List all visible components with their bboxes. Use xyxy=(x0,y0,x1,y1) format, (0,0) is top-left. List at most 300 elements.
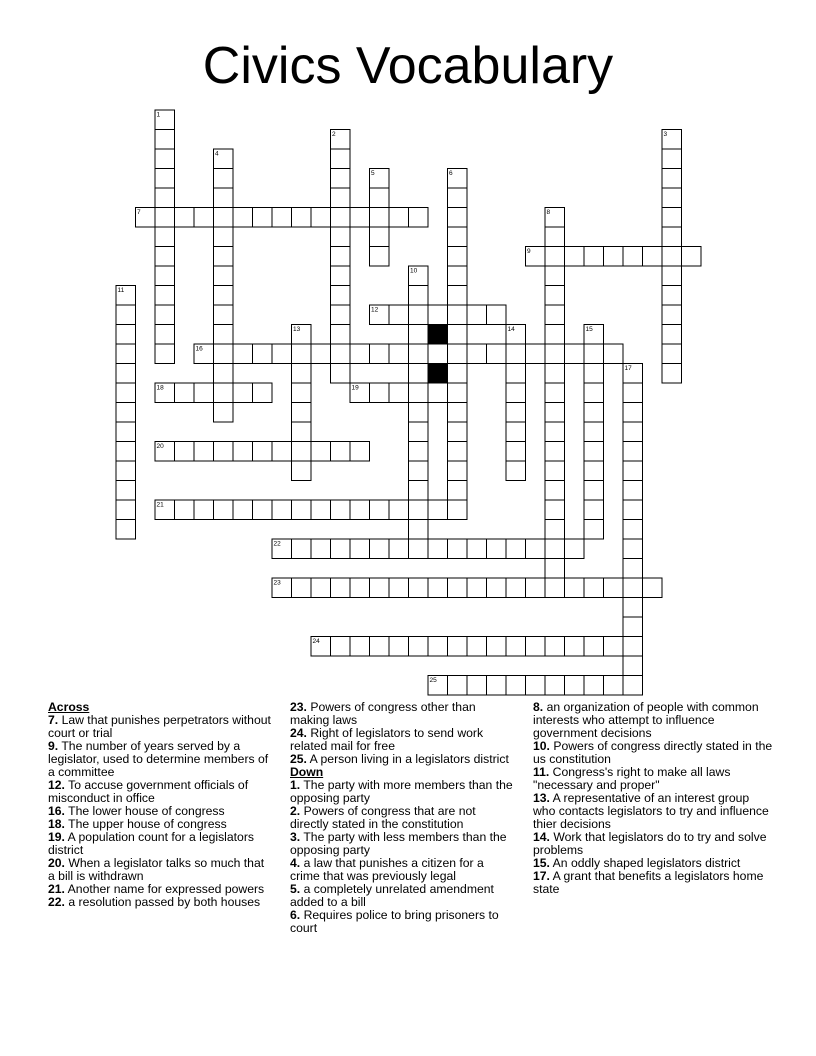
grid-cell[interactable] xyxy=(662,247,682,267)
clue-number: 8 xyxy=(546,209,551,216)
grid-cell[interactable] xyxy=(604,344,624,364)
clue-text: The party with more members than the opposing party xyxy=(290,778,513,805)
grid-cell[interactable] xyxy=(233,383,253,403)
grid-cell[interactable] xyxy=(331,149,351,169)
grid-cell[interactable] xyxy=(448,539,468,559)
grid-cell[interactable] xyxy=(623,617,643,637)
grid-cell[interactable] xyxy=(233,344,253,364)
grid-cell[interactable] xyxy=(487,676,507,696)
grid-cell[interactable] xyxy=(448,266,468,286)
clue-item xyxy=(533,766,773,792)
grid-cell[interactable] xyxy=(409,422,429,442)
clue-item xyxy=(290,779,515,805)
grid-cell[interactable] xyxy=(155,344,175,364)
grid-cell[interactable] xyxy=(662,227,682,247)
grid-cell[interactable] xyxy=(545,422,565,442)
grid-cell[interactable] xyxy=(584,520,604,540)
grid-cell[interactable] xyxy=(448,481,468,501)
grid-cell[interactable] xyxy=(370,637,390,657)
grid-cell[interactable] xyxy=(155,247,175,267)
grid-cell[interactable] xyxy=(428,383,448,403)
grid-cell[interactable] xyxy=(662,266,682,286)
grid-cell[interactable] xyxy=(565,578,585,598)
grid-cell[interactable] xyxy=(584,578,604,598)
grid-cell[interactable] xyxy=(370,227,390,247)
grid-cell[interactable] xyxy=(506,403,526,423)
grid-cell[interactable] xyxy=(331,364,351,384)
grid-cell[interactable] xyxy=(506,383,526,403)
grid-cell[interactable] xyxy=(487,637,507,657)
grid-cell[interactable] xyxy=(409,344,429,364)
grid-cell[interactable] xyxy=(545,442,565,462)
grid-cell[interactable] xyxy=(214,266,234,286)
grid-cell[interactable] xyxy=(370,578,390,598)
grid-cell[interactable] xyxy=(272,500,292,520)
grid-cell[interactable] xyxy=(253,442,273,462)
grid-cell[interactable] xyxy=(292,461,312,481)
grid-cell[interactable] xyxy=(311,344,331,364)
grid-cell[interactable] xyxy=(331,169,351,189)
grid-cell[interactable] xyxy=(448,403,468,423)
grid-cell[interactable] xyxy=(389,383,409,403)
grid-cell[interactable] xyxy=(389,305,409,325)
grid-cell[interactable] xyxy=(155,305,175,325)
grid-cell[interactable] xyxy=(662,344,682,364)
grid-cell[interactable] xyxy=(604,676,624,696)
grid-cell[interactable] xyxy=(448,422,468,442)
grid-cell[interactable] xyxy=(545,286,565,306)
grid-cell[interactable] xyxy=(584,422,604,442)
grid-cell[interactable] xyxy=(116,364,136,384)
grid-cell[interactable] xyxy=(350,208,370,228)
grid-cell[interactable] xyxy=(545,461,565,481)
grid-cell[interactable] xyxy=(428,500,448,520)
grid-cell[interactable] xyxy=(194,500,214,520)
grid-cell[interactable] xyxy=(370,539,390,559)
grid-cell[interactable] xyxy=(545,364,565,384)
grid-cell[interactable] xyxy=(350,539,370,559)
grid-cell[interactable] xyxy=(506,676,526,696)
grid-cell[interactable] xyxy=(623,578,643,598)
grid-cell[interactable] xyxy=(331,344,351,364)
grid-cell[interactable] xyxy=(584,442,604,462)
grid-cell[interactable] xyxy=(253,383,273,403)
grid-cell[interactable] xyxy=(545,481,565,501)
grid-cell[interactable] xyxy=(545,578,565,598)
grid-cell[interactable] xyxy=(409,539,429,559)
grid-cell[interactable] xyxy=(116,500,136,520)
grid-cell[interactable] xyxy=(292,422,312,442)
grid-cell[interactable] xyxy=(272,344,292,364)
grid-cell[interactable] xyxy=(623,461,643,481)
grid-cell[interactable] xyxy=(331,188,351,208)
grid-cell[interactable] xyxy=(194,442,214,462)
grid-cell[interactable] xyxy=(175,383,195,403)
grid-cell[interactable] xyxy=(604,247,624,267)
grid-cell[interactable] xyxy=(214,344,234,364)
grid-cell[interactable] xyxy=(409,325,429,345)
grid-cell[interactable] xyxy=(155,325,175,345)
grid-cell[interactable] xyxy=(116,325,136,345)
grid-cell[interactable] xyxy=(331,266,351,286)
grid-cell[interactable] xyxy=(233,442,253,462)
grid-cell[interactable] xyxy=(409,305,429,325)
grid-cell[interactable] xyxy=(409,637,429,657)
grid-cell[interactable] xyxy=(311,500,331,520)
grid-cell[interactable] xyxy=(623,442,643,462)
grid-cell[interactable] xyxy=(623,383,643,403)
grid-cell[interactable] xyxy=(565,344,585,364)
grid-cell[interactable] xyxy=(623,481,643,501)
grid-cell[interactable] xyxy=(194,208,214,228)
grid-cell[interactable] xyxy=(331,305,351,325)
grid-cell[interactable] xyxy=(428,578,448,598)
grid-cell[interactable] xyxy=(506,539,526,559)
grid-cell[interactable] xyxy=(155,286,175,306)
clue-text: A representative of an interest group who contacts legislators to try and influence thier decisions xyxy=(533,791,769,831)
clue-text: a completely unrelated amendment added to a bill xyxy=(290,882,494,909)
grid-cell[interactable] xyxy=(545,344,565,364)
grid-cell[interactable] xyxy=(409,286,429,306)
black-cell xyxy=(428,325,448,345)
grid-cell[interactable] xyxy=(545,539,565,559)
grid-cell[interactable] xyxy=(116,461,136,481)
grid-cell[interactable] xyxy=(487,305,507,325)
grid-cell[interactable] xyxy=(116,481,136,501)
grid-cell[interactable] xyxy=(643,578,663,598)
grid-cell[interactable] xyxy=(604,637,624,657)
clue-text: Work that legislators do to try and solve problems xyxy=(533,830,767,857)
grid-cell[interactable] xyxy=(175,208,195,228)
grid-cell[interactable] xyxy=(428,305,448,325)
grid-cell[interactable] xyxy=(214,208,234,228)
grid-cell[interactable] xyxy=(448,637,468,657)
clue-text: The lower house of congress xyxy=(68,804,225,818)
grid-cell[interactable] xyxy=(311,442,331,462)
grid-cell[interactable] xyxy=(292,383,312,403)
grid-cell[interactable] xyxy=(506,344,526,364)
grid-cell[interactable] xyxy=(331,442,351,462)
grid-cell[interactable] xyxy=(116,422,136,442)
grid-cell[interactable] xyxy=(214,188,234,208)
grid-cell[interactable] xyxy=(643,247,663,267)
grid-cell[interactable] xyxy=(370,208,390,228)
grid-cell[interactable] xyxy=(682,247,702,267)
grid-cell[interactable] xyxy=(662,286,682,306)
grid-cell[interactable] xyxy=(409,520,429,540)
grid-cell[interactable] xyxy=(506,461,526,481)
grid-cell[interactable] xyxy=(545,325,565,345)
grid-cell[interactable] xyxy=(584,247,604,267)
grid-cell[interactable] xyxy=(409,578,429,598)
grid-cell[interactable] xyxy=(506,364,526,384)
clue-number-label: 12. xyxy=(48,778,65,792)
clue-text: The party with less members than the opposing party xyxy=(290,830,507,857)
grid-cell[interactable] xyxy=(428,344,448,364)
grid-cell[interactable] xyxy=(506,422,526,442)
grid-cell[interactable] xyxy=(155,266,175,286)
grid-cell[interactable] xyxy=(214,500,234,520)
grid-cell[interactable] xyxy=(545,676,565,696)
clue-number: 18 xyxy=(156,384,164,392)
grid-cell[interactable] xyxy=(292,208,312,228)
grid-cell[interactable] xyxy=(448,188,468,208)
grid-cell[interactable] xyxy=(506,637,526,657)
grid-cell[interactable] xyxy=(409,383,429,403)
grid-cell[interactable] xyxy=(604,578,624,598)
grid-cell[interactable] xyxy=(194,383,214,403)
grid-cell[interactable] xyxy=(487,344,507,364)
grid-cell[interactable] xyxy=(175,500,195,520)
grid-cell[interactable] xyxy=(584,403,604,423)
grid-cell[interactable] xyxy=(370,344,390,364)
grid-cell[interactable] xyxy=(623,403,643,423)
grid-cell[interactable] xyxy=(389,500,409,520)
grid-cell[interactable] xyxy=(155,208,175,228)
clue-text: The number of years served by a legislator, used to determine members of a committee xyxy=(48,739,269,779)
grid-cell[interactable] xyxy=(272,208,292,228)
grid-cell[interactable] xyxy=(565,539,585,559)
grid-cell[interactable] xyxy=(467,578,487,598)
clue-number: 24 xyxy=(312,638,320,645)
grid-cell[interactable] xyxy=(623,422,643,442)
grid-cell[interactable] xyxy=(214,247,234,267)
grid-cell[interactable] xyxy=(214,325,234,345)
grid-cell[interactable] xyxy=(584,461,604,481)
grid-cell[interactable] xyxy=(662,149,682,169)
grid-cell[interactable] xyxy=(331,539,351,559)
grid-cell[interactable] xyxy=(623,500,643,520)
clue-text: a law that punishes a citizen for a crime that was previously legal xyxy=(290,856,484,883)
grid-cell[interactable] xyxy=(623,598,643,618)
grid-cell[interactable] xyxy=(292,344,312,364)
grid-cell[interactable] xyxy=(331,247,351,267)
grid-cell[interactable] xyxy=(467,305,487,325)
grid-cell[interactable] xyxy=(214,305,234,325)
grid-cell[interactable] xyxy=(350,637,370,657)
grid-cell[interactable] xyxy=(526,578,546,598)
clue-number: 7 xyxy=(137,209,141,216)
grid-cell[interactable] xyxy=(623,520,643,540)
grid-cell[interactable] xyxy=(448,286,468,306)
grid-cell[interactable] xyxy=(116,305,136,325)
grid-cell[interactable] xyxy=(214,442,234,462)
grid-cell[interactable] xyxy=(467,637,487,657)
grid-cell[interactable] xyxy=(467,539,487,559)
grid-cell[interactable] xyxy=(233,500,253,520)
grid-cell[interactable] xyxy=(214,169,234,189)
grid-cell[interactable] xyxy=(448,305,468,325)
grid-cell[interactable] xyxy=(272,442,292,462)
grid-cell[interactable] xyxy=(409,461,429,481)
grid-cell[interactable] xyxy=(448,461,468,481)
grid-cell[interactable] xyxy=(448,578,468,598)
grid-cell[interactable] xyxy=(389,637,409,657)
grid-cell[interactable] xyxy=(409,208,429,228)
grid-cell[interactable] xyxy=(155,188,175,208)
grid-cell[interactable] xyxy=(565,637,585,657)
grid-cell[interactable] xyxy=(253,500,273,520)
grid-cell[interactable] xyxy=(448,676,468,696)
clue-number: 12 xyxy=(371,306,379,314)
grid-cell[interactable] xyxy=(487,578,507,598)
grid-cell[interactable] xyxy=(175,442,195,462)
grid-cell[interactable] xyxy=(545,637,565,657)
grid-cell[interactable] xyxy=(350,578,370,598)
grid-cell[interactable] xyxy=(253,344,273,364)
grid-cell[interactable] xyxy=(545,247,565,267)
grid-cell[interactable] xyxy=(584,500,604,520)
grid-cell[interactable] xyxy=(214,383,234,403)
grid-cell[interactable] xyxy=(311,539,331,559)
grid-cell[interactable] xyxy=(155,169,175,189)
grid-cell[interactable] xyxy=(350,344,370,364)
grid-cell[interactable] xyxy=(448,208,468,228)
clue-text: To accuse government officials of misconduct in office xyxy=(48,778,249,805)
grid-cell[interactable] xyxy=(292,364,312,384)
grid-cell[interactable] xyxy=(623,539,643,559)
grid-cell[interactable] xyxy=(545,500,565,520)
grid-cell[interactable] xyxy=(467,344,487,364)
grid-cell[interactable] xyxy=(545,520,565,540)
grid-cell[interactable] xyxy=(565,247,585,267)
grid-cell[interactable] xyxy=(545,227,565,247)
grid-cell[interactable] xyxy=(155,227,175,247)
grid-cell[interactable] xyxy=(409,403,429,423)
clue-item xyxy=(48,896,273,909)
grid-cell[interactable] xyxy=(448,344,468,364)
grid-cell[interactable] xyxy=(448,500,468,520)
grid-cell[interactable] xyxy=(155,149,175,169)
grid-cell[interactable] xyxy=(448,383,468,403)
grid-cell[interactable] xyxy=(292,539,312,559)
clue-number: 21 xyxy=(156,501,164,509)
grid-cell[interactable] xyxy=(584,383,604,403)
clue-text: Congress's right to make all laws "necessary and proper" xyxy=(533,765,731,792)
grid-cell[interactable] xyxy=(389,578,409,598)
grid-cell[interactable] xyxy=(662,325,682,345)
grid-cell[interactable] xyxy=(370,247,390,267)
grid-cell[interactable] xyxy=(253,208,273,228)
grid-cell[interactable] xyxy=(350,442,370,462)
grid-cell[interactable] xyxy=(623,637,643,657)
grid-cell[interactable] xyxy=(116,403,136,423)
grid-cell[interactable] xyxy=(331,325,351,345)
grid-cell[interactable] xyxy=(487,539,507,559)
grid-cell[interactable] xyxy=(292,578,312,598)
grid-cell[interactable] xyxy=(545,266,565,286)
grid-cell[interactable] xyxy=(428,539,448,559)
grid-cell[interactable] xyxy=(623,559,643,579)
grid-cell[interactable] xyxy=(448,247,468,267)
grid-cell[interactable] xyxy=(331,578,351,598)
grid-cell[interactable] xyxy=(526,539,546,559)
grid-cell[interactable] xyxy=(448,364,468,384)
grid-cell[interactable] xyxy=(662,169,682,189)
grid-cell[interactable] xyxy=(214,227,234,247)
grid-cell[interactable] xyxy=(389,208,409,228)
grid-cell[interactable] xyxy=(662,364,682,384)
grid-cell[interactable] xyxy=(662,208,682,228)
grid-cell[interactable] xyxy=(584,364,604,384)
grid-cell[interactable] xyxy=(623,676,643,696)
grid-cell[interactable] xyxy=(331,637,351,657)
clue-number: 9 xyxy=(527,248,531,255)
grid-cell[interactable] xyxy=(350,500,370,520)
grid-cell[interactable] xyxy=(506,442,526,462)
grid-cell[interactable] xyxy=(389,539,409,559)
grid-cell[interactable] xyxy=(623,656,643,676)
grid-cell[interactable] xyxy=(214,364,234,384)
grid-cell[interactable] xyxy=(292,500,312,520)
clue-item xyxy=(533,701,773,740)
clues-column-2 xyxy=(290,701,515,935)
grid-cell[interactable] xyxy=(526,676,546,696)
grid-cell[interactable] xyxy=(565,676,585,696)
grid-cell[interactable] xyxy=(584,481,604,501)
grid-cell[interactable] xyxy=(214,403,234,423)
grid-cell[interactable] xyxy=(448,325,468,345)
grid-cell[interactable] xyxy=(526,637,546,657)
grid-cell[interactable] xyxy=(545,559,565,579)
grid-cell[interactable] xyxy=(409,481,429,501)
grid-cell[interactable] xyxy=(448,442,468,462)
grid-cell[interactable] xyxy=(331,500,351,520)
grid-cell[interactable] xyxy=(526,344,546,364)
grid-cell[interactable] xyxy=(662,188,682,208)
grid-cell[interactable] xyxy=(214,286,234,306)
grid-cell[interactable] xyxy=(311,208,331,228)
grid-cell[interactable] xyxy=(467,676,487,696)
grid-cell[interactable] xyxy=(155,130,175,150)
grid-cell[interactable] xyxy=(116,520,136,540)
grid-cell[interactable] xyxy=(116,344,136,364)
grid-cell[interactable] xyxy=(409,442,429,462)
grid-cell[interactable] xyxy=(116,442,136,462)
grid-cell[interactable] xyxy=(331,208,351,228)
grid-cell[interactable] xyxy=(623,247,643,267)
grid-cell[interactable] xyxy=(116,383,136,403)
grid-cell[interactable] xyxy=(584,676,604,696)
grid-cell[interactable] xyxy=(545,403,565,423)
grid-cell[interactable] xyxy=(409,500,429,520)
grid-cell[interactable] xyxy=(370,500,390,520)
clue-number: 11 xyxy=(117,287,125,294)
grid-cell[interactable] xyxy=(506,578,526,598)
grid-cell[interactable] xyxy=(448,227,468,247)
clue-item xyxy=(533,740,773,766)
grid-cell[interactable] xyxy=(545,305,565,325)
grid-cell[interactable] xyxy=(409,364,429,384)
grid-cell[interactable] xyxy=(584,637,604,657)
grid-cell[interactable] xyxy=(389,344,409,364)
clue-number-label: 2. xyxy=(290,804,301,818)
grid-cell[interactable] xyxy=(662,305,682,325)
grid-cell[interactable] xyxy=(370,188,390,208)
grid-cell[interactable] xyxy=(331,227,351,247)
clue-item xyxy=(48,740,273,779)
grid-cell[interactable] xyxy=(292,403,312,423)
grid-cell[interactable] xyxy=(331,286,351,306)
clue-number: 15 xyxy=(585,326,593,333)
grid-cell[interactable] xyxy=(292,442,312,462)
grid-cell[interactable] xyxy=(311,578,331,598)
grid-cell[interactable] xyxy=(545,383,565,403)
grid-cell[interactable] xyxy=(584,344,604,364)
grid-cell[interactable] xyxy=(233,208,253,228)
grid-cell[interactable] xyxy=(370,383,390,403)
grid-cell[interactable] xyxy=(428,637,448,657)
